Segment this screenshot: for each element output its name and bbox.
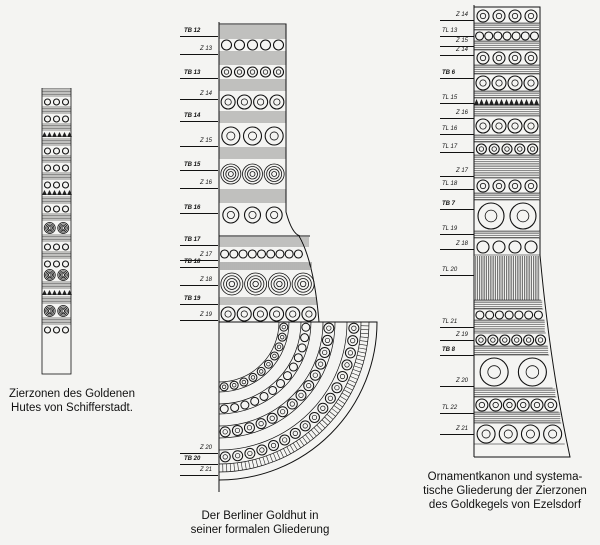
ezelsdorf-zone-label: TB 8 — [442, 347, 456, 353]
ezelsdorf-zone-label: Z 15 — [456, 38, 469, 44]
ezelsdorf-label-rule — [440, 209, 474, 210]
ezelsdorf-zone-label: Z 20 — [456, 378, 469, 384]
berlin-caption-line-2: seiner formalen Gliederung — [190, 524, 330, 536]
ezelsdorf-zone-label: TL 15 — [442, 95, 458, 101]
ezelsdorf-label-rule — [440, 386, 474, 387]
ezelsdorf-label-rule — [440, 152, 474, 153]
berlin-zone-label: TB 15 — [184, 162, 201, 168]
berlin-zone-label: TB 19 — [184, 296, 201, 302]
ezelsdorf-zone-label: TL 17 — [442, 144, 458, 150]
berlin-zone-label: Z 21 — [200, 467, 213, 473]
ezelsdorf-zone-label: Z 21 — [456, 426, 469, 432]
ezelsdorf-label-rule — [440, 340, 474, 341]
schifferstadt-panel — [38, 88, 74, 376]
ezelsdorf-cone-profile — [432, 5, 600, 460]
berlin-zone-label: Z 13 — [200, 46, 213, 52]
berlin-zone-label: TB 17 — [184, 237, 201, 243]
berlin-zone-label: Z 20 — [200, 445, 213, 451]
berlin-label-rule — [180, 285, 218, 286]
ezelsdorf-zone-label: TB 7 — [442, 201, 456, 207]
berlin-zone-label: TB 14 — [184, 113, 201, 119]
ezelsdorf-label-rule — [440, 55, 474, 56]
ezelsdorf-panel — [432, 5, 600, 460]
berlin-label-rule — [180, 213, 218, 214]
berlin-label-rule — [180, 54, 218, 55]
ezelsdorf-caption-line-2: tische Gliederung der Zierzonen — [423, 485, 587, 497]
schifferstadt-caption — [2, 387, 142, 415]
ezelsdorf-label-rule — [440, 275, 474, 276]
ezelsdorf-label-rule — [440, 103, 474, 104]
ezelsdorf-caption — [410, 470, 600, 512]
berlin-label-rule — [180, 464, 218, 465]
ezelsdorf-zone-label: Z 14 — [456, 47, 469, 53]
berlin-zone-label: TB 16 — [184, 205, 201, 211]
ezelsdorf-zone-label: TL 18 — [442, 181, 458, 187]
ezelsdorf-zone-label: Z 18 — [456, 241, 469, 247]
ezelsdorf-label-rule — [440, 234, 474, 235]
ezelsdorf-zone-label: Z 19 — [456, 332, 469, 338]
berlin-caption-line-1: Der Berliner Goldhut in — [201, 510, 319, 522]
ezelsdorf-zone-label: TL 13 — [442, 28, 458, 34]
berlin-label-rule — [180, 453, 218, 454]
berlin-zone-label: Z 19 — [200, 312, 213, 318]
schifferstadt-caption-line-1: Zierzonen des Goldenen — [9, 388, 135, 400]
berlin-zone-label: Z 16 — [200, 180, 213, 186]
ezelsdorf-label-rule — [440, 20, 474, 21]
ezelsdorf-zone-label: Z 16 — [456, 110, 469, 116]
berlin-label-rule — [180, 304, 218, 305]
ezelsdorf-label-rule — [440, 434, 474, 435]
ezelsdorf-caption-line-1: Ornamentkanon und systema- — [427, 471, 583, 483]
berlin-zone-label: Z 17 — [200, 252, 213, 258]
ezelsdorf-label-rule — [440, 36, 474, 37]
berlin-label-rule — [180, 475, 218, 476]
ezelsdorf-zone-label: Z 17 — [456, 168, 469, 174]
berlin-zone-label: TB 12 — [184, 28, 201, 34]
ezelsdorf-caption-line-3: des Goldkegels von Ezelsdorf — [428, 499, 582, 511]
berlin-label-rule — [180, 121, 218, 122]
ezelsdorf-label-rule — [440, 176, 474, 177]
berlin-label-rule — [180, 188, 218, 189]
ezelsdorf-label-rule — [440, 134, 474, 135]
schifferstadt-caption-line-2: Hutes von Schifferstadt. — [11, 402, 133, 414]
berlin-caption — [180, 509, 340, 537]
berlin-label-rule — [180, 146, 218, 147]
ezelsdorf-label-rule — [440, 355, 474, 356]
berlin-zone-label: Z 15 — [200, 138, 213, 144]
ezelsdorf-label-rule — [440, 118, 474, 119]
berlin-zone-label: Z 18 — [200, 277, 213, 283]
berlin-label-rule — [180, 245, 218, 246]
ezelsdorf-zone-label: TL 19 — [442, 226, 458, 232]
berlin-zone-label: TB 18 — [184, 259, 201, 265]
ezelsdorf-zone-label: TL 16 — [442, 126, 458, 132]
ezelsdorf-zone-label: TL 21 — [442, 319, 458, 325]
ezelsdorf-label-rule — [440, 78, 474, 79]
ezelsdorf-zone-label: TL 20 — [442, 267, 458, 273]
ezelsdorf-label-rule — [440, 327, 474, 328]
berlin-label-rule — [180, 170, 218, 171]
ezelsdorf-zone-label: Z 14 — [456, 12, 469, 18]
ezelsdorf-label-rule — [440, 189, 474, 190]
ezelsdorf-zone-label: TB 6 — [442, 70, 456, 76]
berlin-label-rule — [180, 78, 218, 79]
ezelsdorf-zone-label: TL 22 — [442, 405, 458, 411]
ezelsdorf-label-rule — [440, 413, 474, 414]
berlin-zone-label: TB 20 — [184, 456, 201, 462]
berlin-zone-label: TB 13 — [184, 70, 201, 76]
berlin-label-rule — [180, 267, 218, 268]
berlin-label-rule — [180, 99, 218, 100]
berlin-label-rule — [180, 36, 218, 37]
schifferstadt-ornament-column — [38, 88, 74, 376]
ezelsdorf-label-rule — [440, 249, 474, 250]
berlin-label-rule — [180, 320, 218, 321]
berlin-zone-label: Z 14 — [200, 91, 213, 97]
